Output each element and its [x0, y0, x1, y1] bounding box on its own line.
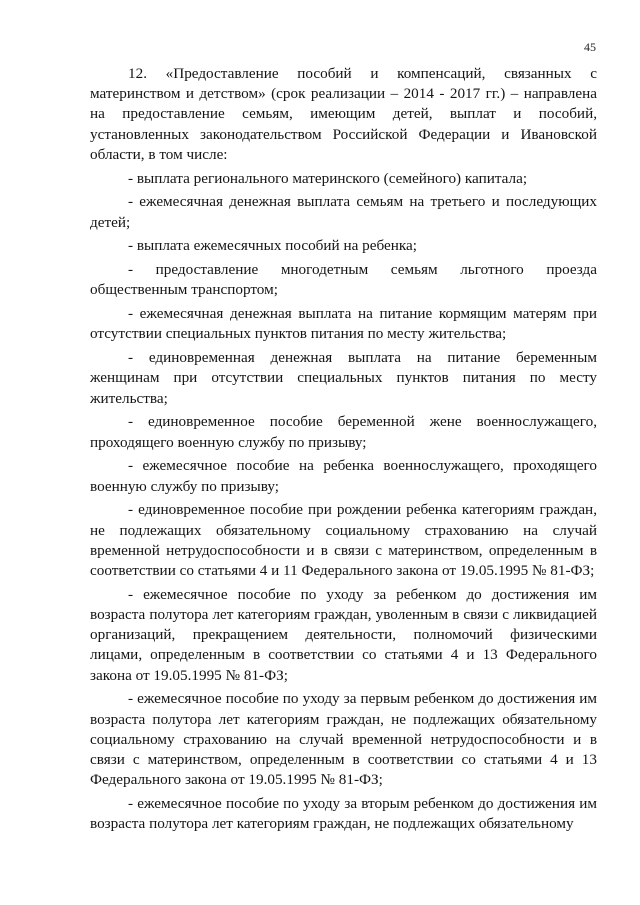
paragraph: - ежемесячная денежная выплата на питание кормящим матерям при отсутствии специальных пунктов питания по месту жительства;: [90, 305, 597, 343]
paragraph: - единовременное пособие беременной жене военнослужащего, проходящего военную службу по призыву;: [90, 413, 597, 451]
paragraph: - выплата регионального материнского (семейного) капитала;: [128, 169, 528, 187]
paragraph: - выплата ежемесячных пособий на ребенка;: [128, 237, 417, 255]
paragraph: - ежемесячное пособие по уходу за ребенком до достижения им возраста полутора лет категориям граждан, уволенным в связи с ликвидацией организаций, прекращением деятельности, полномочий физическими лицами, определенным в соответствии со статьями 4 и 13 Федерального закона от 19.05.1995 № 81-ФЗ;: [90, 585, 597, 684]
paragraph: - ежемесячное пособие по уходу за первым ребенком до достижения им возраста полутора лет категориям граждан, не подлежащих обязательному социальному страхованию на случай временной нетрудоспособности и в связи с материнством, определенным в соответствии со статьями 4 и 13 Федерального закона от 19.05.1995 № 81-ФЗ;: [90, 690, 597, 789]
document-body: [90, 64, 597, 838]
page-number: 45: [584, 40, 596, 54]
paragraph: - единовременное пособие при рождении ребенка категориям граждан, не подлежащих обязательному социальному страхованию на случай временной нетрудоспособности и в связи с материнством, определенным в соответствии со статьями 4 и 11 Федерального закона от 19.05.1995 № 81-ФЗ;: [90, 501, 597, 580]
paragraph: - предоставление многодетным семьям льготного проезда общественным транспортом;: [90, 261, 597, 299]
paragraph: - ежемесячная денежная выплата семьям на третьего и последующих детей;: [90, 193, 597, 231]
paragraph: - ежемесячное пособие на ребенка военнослужащего, проходящего военную службу по призыву;: [90, 457, 597, 495]
paragraph: 12. «Предоставление пособий и компенсаций, связанных с материнством и детством» (срок реализации – 2014 - 2017 гг.) – направлена на предоставление семьям, имеющим детей, выплат и пособий, установленных законодательством Российской Федерации и Ивановской области, в том числе:: [90, 65, 597, 163]
paragraph: - ежемесячное пособие по уходу за вторым ребенком до достижения им возраста полутора лет категориям граждан, не подлежащих обязательному: [90, 795, 597, 833]
paragraph: - единовременная денежная выплата на питание беременным женщинам при отсутствии специальных пунктов питания по месту жительства;: [90, 349, 597, 407]
